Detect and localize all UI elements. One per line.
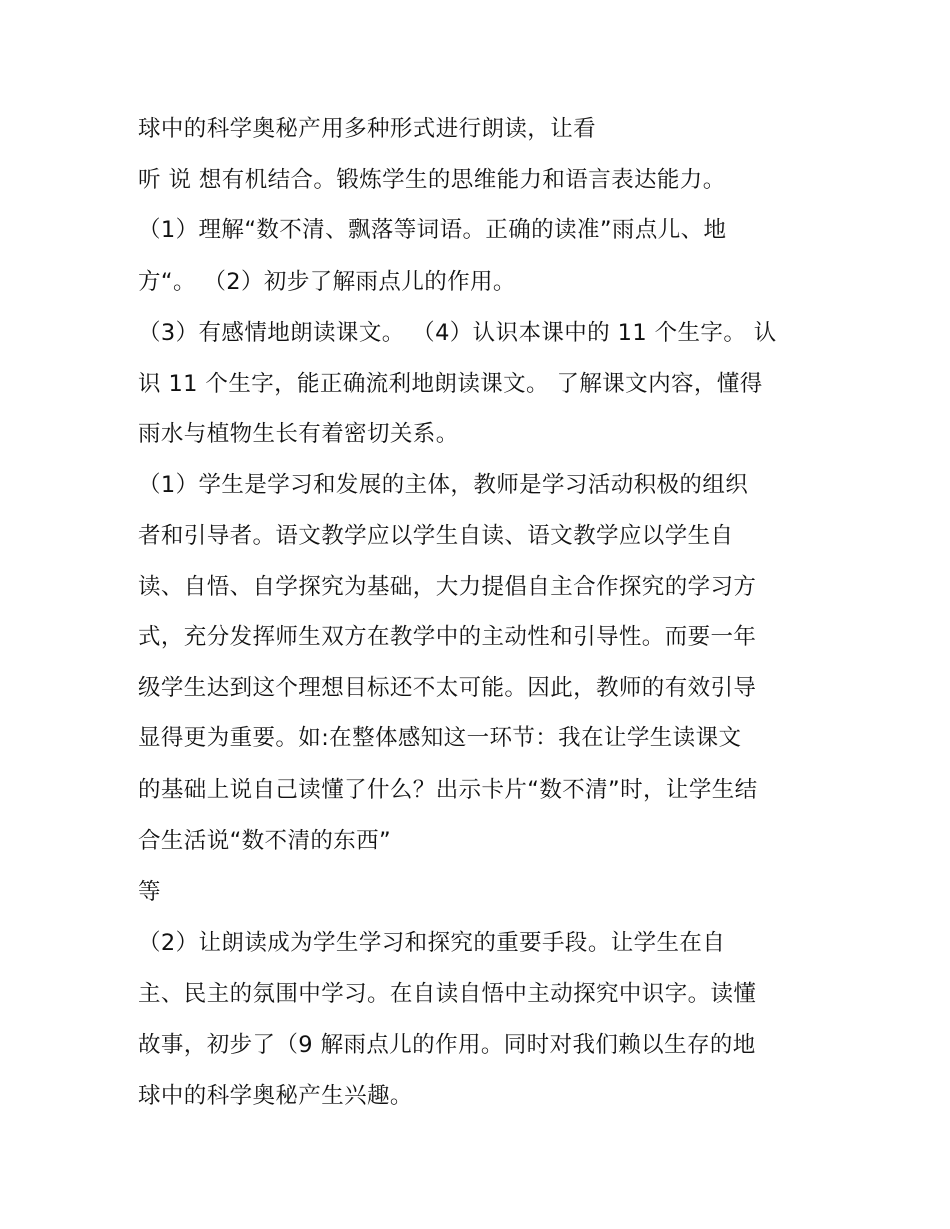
text-line-7: 雨水与植物生长有着密切关系。 <box>138 421 459 447</box>
text-line-14: 的基础上说自己读懂了什么？出示卡片“数不清”时，让学生结 <box>138 777 758 803</box>
text-line-6: 识 11 个生字，能正确流利地朗读课文。 了解课文内容，懂得 <box>138 371 763 397</box>
text-line-2: 听 说 想有机结合。锻炼学生的思维能力和语言表达能力。 <box>138 167 726 193</box>
text-line-5: （3）有感情地朗读课文。 （4）认识本课中的 11 个生字。 认 <box>138 320 777 346</box>
text-line-1: 球中的科学奥秘产用多种形式进行朗读，让看 <box>138 116 597 142</box>
text-line-4: 方“。 （2）初步了解雨点儿的作用。 <box>138 269 516 295</box>
text-line-10: 读、自悟、自学探究为基础，大力提倡自主合作探究的学习方 <box>138 574 757 600</box>
text-line-8: （1）学生是学习和发展的主体，教师是学习活动积极的组织 <box>138 472 749 498</box>
text-line-11: 式，充分发挥师生双方在教学中的主动性和引导性。而要一年 <box>138 624 757 650</box>
text-line-19: 故事，初步了（9 解雨点儿的作用。同时对我们赖以生存的地 <box>138 1032 756 1058</box>
text-line-12: 级学生达到这个理想目标还不太可能。因此，教师的有效引导 <box>138 675 757 701</box>
text-line-13: 显得更为重要。如:在整体感知这一环节：我在让学生读课文 <box>138 725 742 751</box>
text-line-17: （2）让朗读成为学生学习和探究的重要手段。让学生在自 <box>138 930 726 956</box>
text-line-3: （1）理解“数不清、飘落等词语。正确的读准”雨点儿、地 <box>138 217 727 243</box>
text-line-15: 合生活说“数不清的东西” <box>138 828 392 854</box>
text-line-20: 球中的科学奥秘产生兴趣。 <box>138 1083 413 1109</box>
text-line-9: 者和引导者。语文教学应以学生自读、语文教学应以学生自 <box>138 523 734 549</box>
text-line-16: 等 <box>138 879 161 905</box>
text-line-18: 主、民主的氛围中学习。在自读自悟中主动探究中识字。读懂 <box>138 981 757 1007</box>
